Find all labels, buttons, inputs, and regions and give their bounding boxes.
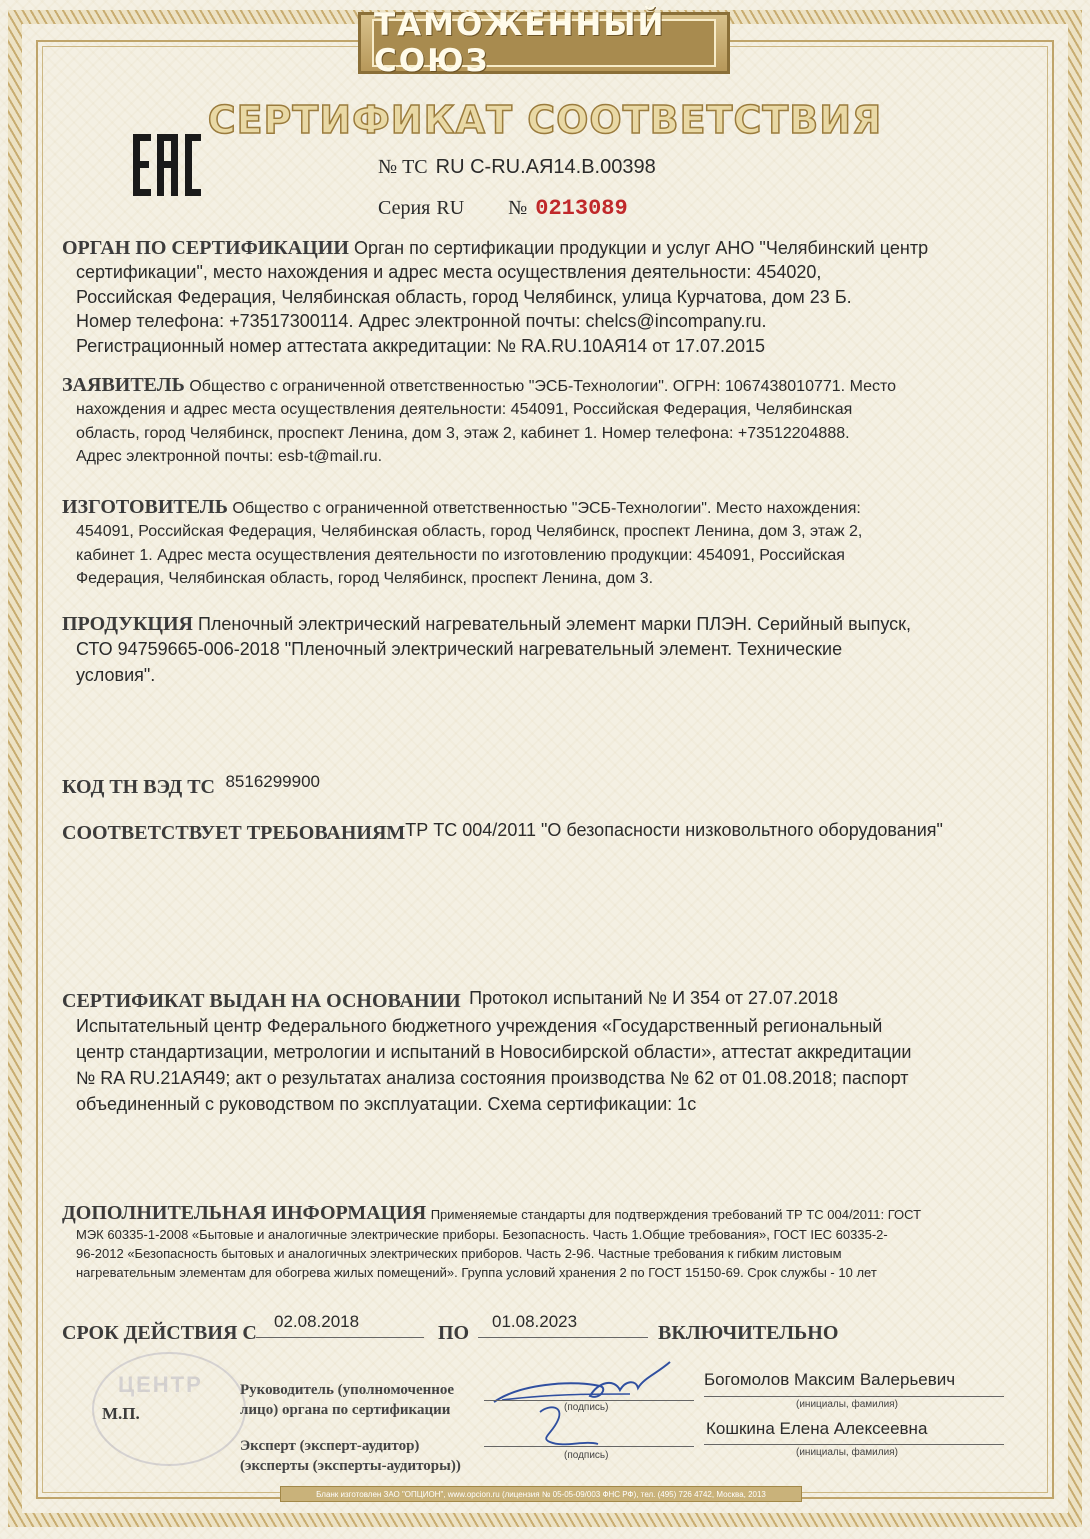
product-section: ПРОДУКЦИЯ Пленочный электрический нагревательный элемент марки ПЛЭН. Серийный выпуск, СТО 94759665-006-2018 "Пленочный электрический нагревательный элемент. Технические условия". [62, 613, 912, 685]
banner-text: ТАМОЖЕННЫЙ СОЮЗ [374, 7, 666, 79]
certificate-number: № ТС RU C-RU.АЯ14.В.00398 [378, 156, 656, 178]
basis-label: СЕРТИФИКАТ ВЫДАН НА ОСНОВАНИИ [62, 990, 461, 1012]
footer-text: Бланк изготовлен ЗАО "ОПЦИОН", www.opcion.ru (лицензия № 05-05-09/003 ФНС РФ), тел. (495) 726 4742, Москва, 2013 [316, 1489, 766, 1499]
code-label: КОД ТН ВЭД ТС [62, 776, 215, 798]
conforms-value: ТР ТС 004/2011 "О безопасности низковольтного оборудования" [405, 820, 943, 840]
expert-sign-caption: (подпись) [564, 1450, 609, 1461]
stamp-text: ЦЕНТР [118, 1372, 203, 1397]
product-label: ПРОДУКЦИЯ [62, 613, 193, 635]
certificate-series: Серия RU № 0213089 [378, 196, 628, 221]
organ-label: ОРГАН ПО СЕРТИФИКАЦИИ [62, 237, 349, 259]
validity-from-label: СРОК ДЕЙСТВИЯ С [62, 1322, 257, 1344]
conforms-label: СООТВЕТСТВУЕТ ТРЕБОВАНИЯМ [62, 822, 406, 844]
expert-name-caption: (инициалы, фамилия) [796, 1447, 898, 1458]
validity-from-date: 02.08.2018 [274, 1312, 360, 1331]
basis-section: СЕРТИФИКАТ ВЫДАН НА ОСНОВАНИИ Протокол испытаний № И 354 от 27.07.2018 Испытательный центр Федерального бюджетного учреждения «Государственный региональный центр стандартизации, метрологии и испытаний в Новосибирской области», аттестат аккредитации № RA RU.21АЯ49; акт о результатах анализа состояния производства № 62 от 01.08.2018; паспорт объединенный с руководством по эксплуатации. Схема сертификации: 1с [62, 988, 912, 1114]
head-sign-caption: (подпись) [564, 1402, 609, 1413]
footer-strip [280, 1486, 802, 1502]
validity-inclusive-label: ВКЛЮЧИТЕЛЬНО [658, 1322, 839, 1344]
organ-section: ОРГАН ПО СЕРТИФИКАЦИИ Орган по сертификации продукции и услуг АНО "Челябинский центр сертификации", место нахождения и адрес места осуществления деятельности: 454020, Российская Федерация, Челябинская область, город Челябинск, улица Курчатова, дом 23 Б. Номер телефона: +73517300114. Адрес электронной почты: chelcs@incompany.ru. Регистрационный номер аттестата аккредитации: № RA.RU.10АЯ14 от 17.07.2015 [62, 237, 929, 356]
additional-label: ДОПОЛНИТЕЛЬНАЯ ИНФОРМАЦИЯ [62, 1202, 427, 1224]
blank-number: 0213089 [535, 196, 628, 221]
applicant-section: ЗАЯВИТЕЛЬ Общество с ограниченной ответственностью "ЭСБ-Технологии". ОГРН: 1067438010771. Место нахождения и адрес места осуществления деятельности: 454091, Российская Федерация, Челябинская область, город Челябинск, проспект Ленина, дом 3, этаж 2, кабинет 1. Номер телефона: +73512204888. Адрес электронной почты: esb-t@mail.ru. [62, 374, 897, 465]
manufacturer-label: ИЗГОТОВИТЕЛЬ [62, 496, 228, 518]
manufacturer-section: ИЗГОТОВИТЕЛЬ Общество с ограниченной ответственностью "ЭСБ-Технологии". Место нахождения: 454091, Российская Федерация, Челябинская область, город Челябинск, проспект Ленина, дом 3, этаж 2, кабинет 1. Адрес места осуществления деятельности по изготовлению продукции: 454091, Российская Федерация, Челябинская область, город Челябинск, проспект Ленина, дом 3. [62, 496, 863, 587]
code-section [62, 772, 1030, 799]
conforms-section [62, 822, 1030, 845]
head-label: Руководитель (уполномоченное лицо) органа по сертификации [240, 1382, 455, 1418]
expert-label: Эксперт (эксперт-аудитор) (эксперты (эксперты-аудиторы)) [240, 1438, 461, 1474]
head-name: Богомолов Максим Валерьевич [704, 1370, 956, 1389]
mp-label: М.П. [102, 1404, 140, 1423]
head-name-caption: (инициалы, фамилия) [796, 1399, 898, 1410]
additional-section: ДОПОЛНИТЕЛЬНАЯ ИНФОРМАЦИЯ Применяемые стандарты для подтверждения требований ТР ТС 004/2011: ГОСТ МЭК 60335-1-2008 «Бытовые и аналогичные электрические приборы. Безопасность. Часть 1.Общие требования», ГОСТ IEC 60335-2- 96-2012 «Безопасность бытовых и аналогичных электрических приборов. Часть 2-96. Частные требования к гибким листовым нагревательным элементам для обогрева жилых помещений». Группа условий хранения 2 по ГОСТ 15150-69. Срок службы - 10 лет [62, 1202, 922, 1280]
expert-name: Кошкина Елена Алексеевна [706, 1419, 928, 1438]
validity-to-date: 01.08.2023 [492, 1312, 578, 1331]
applicant-label: ЗАЯВИТЕЛЬ [62, 374, 185, 396]
certificate-title: СЕРТИФИКАТ СООТВЕТСТВИЯ [207, 98, 883, 142]
eac-logo-icon [131, 134, 203, 196]
validity-to-label: ПО [438, 1322, 470, 1344]
code-value: 8516299900 [225, 772, 320, 791]
customs-union-banner [358, 7, 730, 79]
